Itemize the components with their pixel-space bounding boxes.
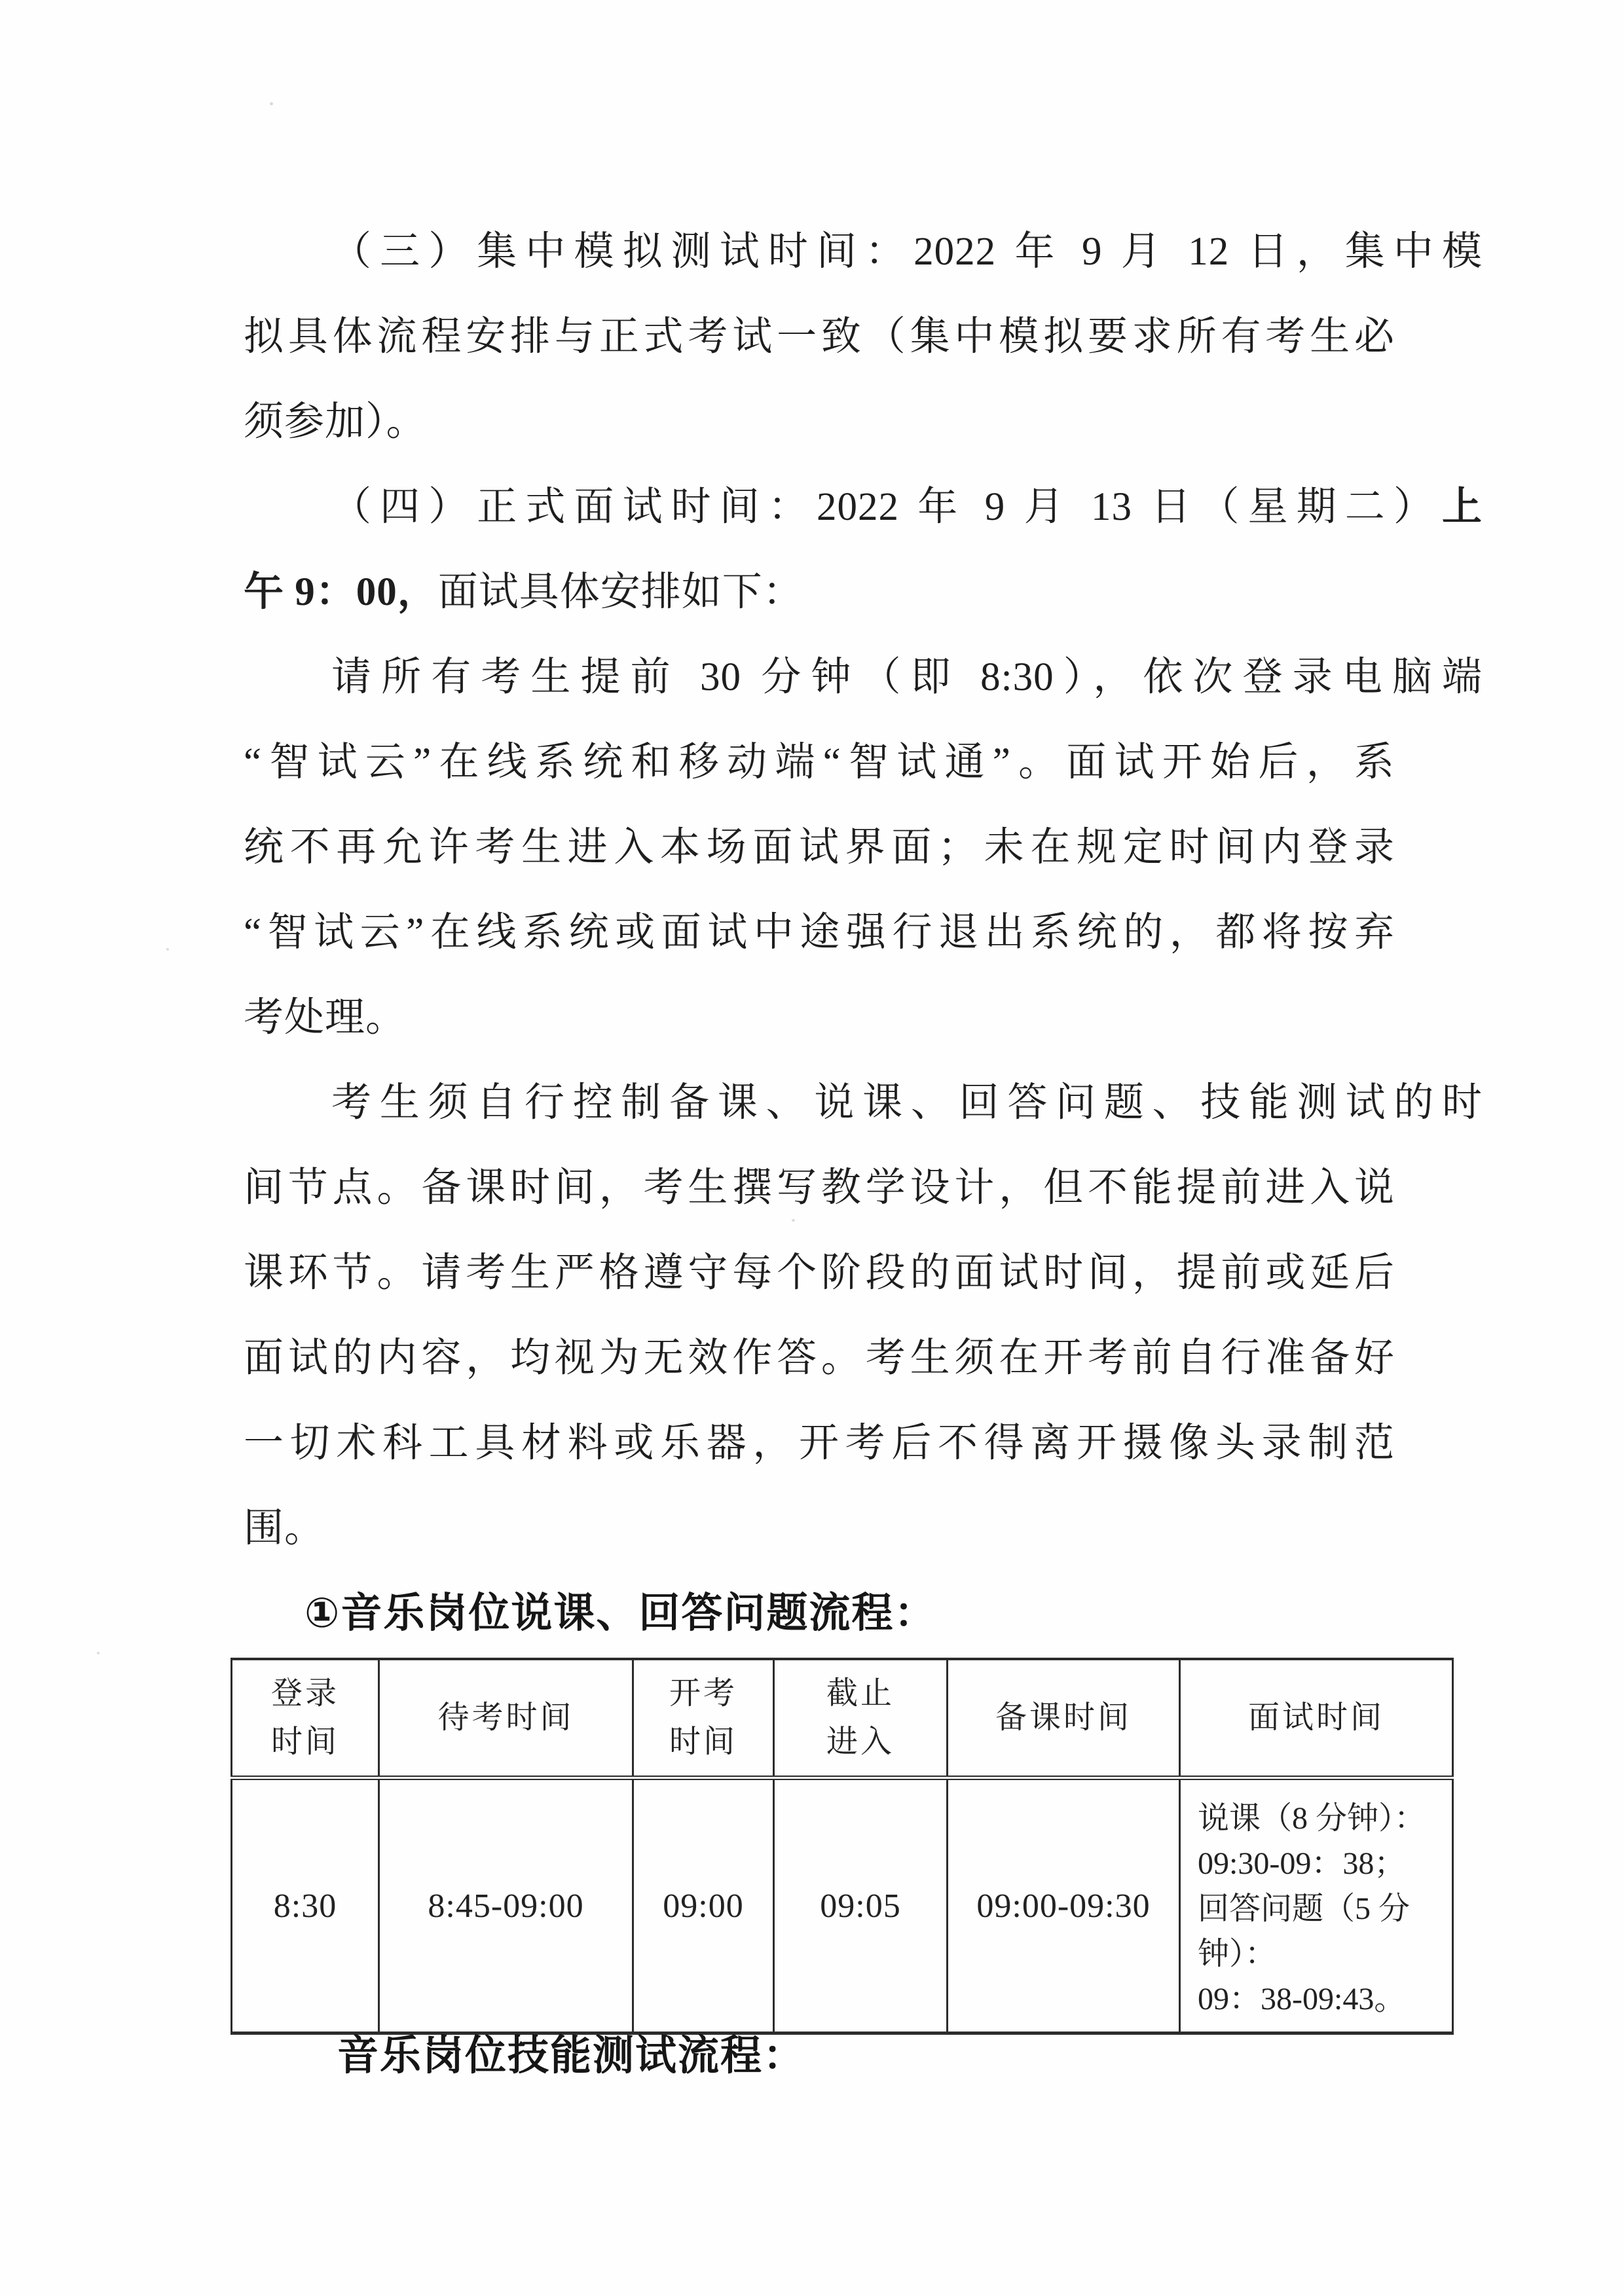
table-data-row — [232, 1778, 1453, 2033]
text-segment: 须参加）。 — [244, 400, 427, 444]
text-segment: （四）正式面试时间：2022 年 9 月 13 日（星期二） — [331, 485, 1442, 529]
header-text: 时间 — [270, 1724, 339, 1759]
text-segment: 考生须自行控制备课、说课、回答问题、技能测试的时 — [331, 1081, 1483, 1125]
text-segment: 间节点。备课时间，考生撰写教学设计，但不能提前进入说 — [244, 1166, 1395, 1210]
header-text: 备课时间 — [995, 1700, 1132, 1735]
interview-time-cell — [1180, 1778, 1453, 2033]
text-segment: 面试具体安排如下： — [437, 570, 803, 614]
text-line — [244, 295, 1395, 380]
start-time-cell: 09:00 — [633, 1778, 774, 2033]
waiting-time-cell: 8:45-09:00 — [379, 1778, 633, 2033]
table-header-cell — [774, 1659, 948, 1778]
login-time-cell: 8:30 — [232, 1778, 379, 2033]
bold-text-segment: 上 — [1441, 485, 1483, 529]
text-line — [244, 720, 1395, 805]
text-segment: （三）集中模拟测试时间：2022 年 9 月 12 日，集中模 — [331, 230, 1483, 274]
header-text: 面试时间 — [1247, 1700, 1384, 1735]
text-line — [244, 1146, 1395, 1231]
scan-speck — [792, 1219, 795, 1222]
text-segment: 面试的内容，均视为无效作答。考生须在开考前自行准备好 — [244, 1336, 1395, 1380]
text-segment: “智试云”在线系统或面试中途强行退出系统的，都将按弃 — [244, 911, 1395, 955]
text-line — [244, 465, 1483, 550]
text-segment: 请所有考生提前 30 分钟（即 8:30），依次登录电脑端 — [331, 655, 1483, 699]
text-line — [244, 1316, 1395, 1401]
scan-speck — [166, 948, 169, 951]
text-line — [244, 890, 1395, 975]
section-heading-music-skill: 音乐岗位技能测试流程： — [337, 2033, 805, 2079]
text-segment: 拟具体流程安排与正式考试一致（集中模拟要求所有考生必 — [244, 315, 1395, 359]
table-header-cell — [633, 1659, 774, 1778]
header-text: 待考时间 — [437, 1700, 574, 1735]
header-text: 进入 — [826, 1724, 895, 1759]
interview-time-line: 说课（8 分钟）： — [1198, 1801, 1426, 1836]
schedule-table — [231, 1658, 1454, 2035]
text-segment: 围。 — [244, 1506, 325, 1550]
scan-speck — [270, 102, 273, 105]
prep-time-cell: 09:00-09:30 — [948, 1778, 1180, 2033]
header-text: 截止 — [826, 1676, 895, 1711]
text-line — [244, 550, 1395, 635]
table-header-cell — [379, 1659, 633, 1778]
text-line — [244, 975, 1395, 1061]
interview-time-line: 钟）： — [1198, 1937, 1277, 1971]
text-line — [244, 635, 1483, 720]
header-text: 开考 — [669, 1676, 737, 1711]
text-line — [244, 1061, 1483, 1146]
text-line — [244, 805, 1395, 890]
text-line — [244, 1486, 1395, 1571]
header-text: 登录 — [270, 1676, 339, 1711]
interview-time-line: 09：38-09:43。 — [1198, 1982, 1406, 2016]
text-line — [244, 380, 1395, 465]
interview-time-line: 09:30-09：38； — [1198, 1846, 1406, 1881]
text-segment: 课环节。请考生严格遵守每个阶段的面试时间，提前或延后 — [244, 1251, 1395, 1295]
text-segment: 考处理。 — [244, 996, 407, 1040]
text-line — [244, 210, 1483, 295]
interview-time-line: 回答问题（5 分 — [1198, 1891, 1411, 1926]
text-segment: 一切术科工具材料或乐器，开考后不得离开摄像头录制范 — [244, 1421, 1395, 1465]
entry-deadline-cell: 09:05 — [774, 1778, 948, 2033]
table-header-cell — [1180, 1659, 1453, 1778]
table-header-cell — [948, 1659, 1180, 1778]
section-heading-music-speaking: ①音乐岗位说课、回答问题流程： — [304, 1590, 937, 1636]
header-text: 时间 — [669, 1724, 737, 1759]
scan-speck — [97, 1652, 100, 1654]
table-header-cell — [232, 1659, 379, 1778]
table-header-row — [232, 1659, 1453, 1778]
text-line — [244, 1401, 1395, 1486]
text-segment: 统不再允许考生进入本场面试界面；未在规定时间内登录 — [244, 826, 1395, 869]
text-line — [244, 1231, 1395, 1316]
text-segment: “智试云”在线系统和移动端“智试通”。面试开始后，系 — [244, 740, 1395, 784]
bold-text-segment: 午 9：00， — [244, 570, 438, 614]
